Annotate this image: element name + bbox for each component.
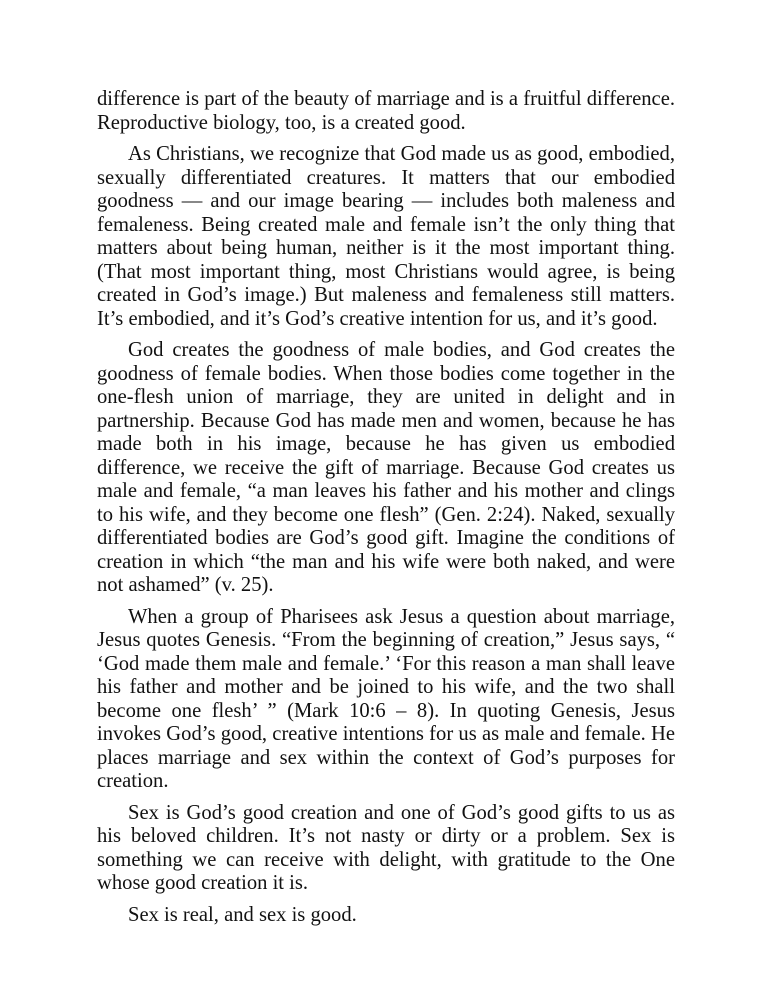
paragraph-male-female-bodies: God creates the goodness of male bodies, and God creates the goodness of female bodies. When those bodies come together in the one-flesh union of marriage, they are united in delight and in partnership. Because God has made men and women, because he has made both in his image, because he has given us embodied difference, we receive the gift of marriage. Because God creates us male and female, “a man leaves his father and his mother and clings to his wife, and they become one flesh” (Gen. 2:24). Naked, sexually differentiated bodies are God’s good gift. Imagine the conditions of creation in which “the man and his wife were both naked, and were not ashamed” (v. 25). — [97, 339, 675, 596]
page-body — [97, 88, 675, 935]
paragraph-continued: difference is part of the beauty of marriage and is a fruitful difference. Reproductive biology, too, is a created good. — [97, 88, 675, 134]
paragraph-sex-good-creation: Sex is God’s good creation and one of God’s good gifts to us as his beloved children. It’s not nasty or dirty or a problem. Sex is something we can receive with delight, with gratitude to the One whose good creation it is. — [97, 801, 675, 894]
paragraph-jesus-quotes-genesis: When a group of Pharisees ask Jesus a question about marriage, Jesus quotes Genesis. “From the beginning of creation,” Jesus says, “ ‘God made them male and female.’ ‘For this reason a man shall leave his father and mother and be joined to his wife, and the two shall become one flesh’ ” (Mark 10:6 – 8). In quoting Genesis, Jesus invokes God’s good, creative intentions for us as male and female. He places marriage and sex within the context of God’s purposes for creation. — [97, 605, 675, 792]
paragraph-conclusion: Sex is real, and sex is good. — [128, 903, 357, 926]
paragraph-embodied-creatures: As Christians, we recognize that God made us as good, embodied, sexually differentiated creatures. It matters that our embodied goodness — and our image bearing — includes both maleness and femaleness. Being created male and female isn’t the only thing that matters about being human, neither is it the most important thing. (That most important thing, most Christians would agree, is being created in God’s image.) But maleness and femaleness still matters. It’s embodied, and it’s God’s creative intention for us, and it’s good. — [97, 143, 675, 330]
